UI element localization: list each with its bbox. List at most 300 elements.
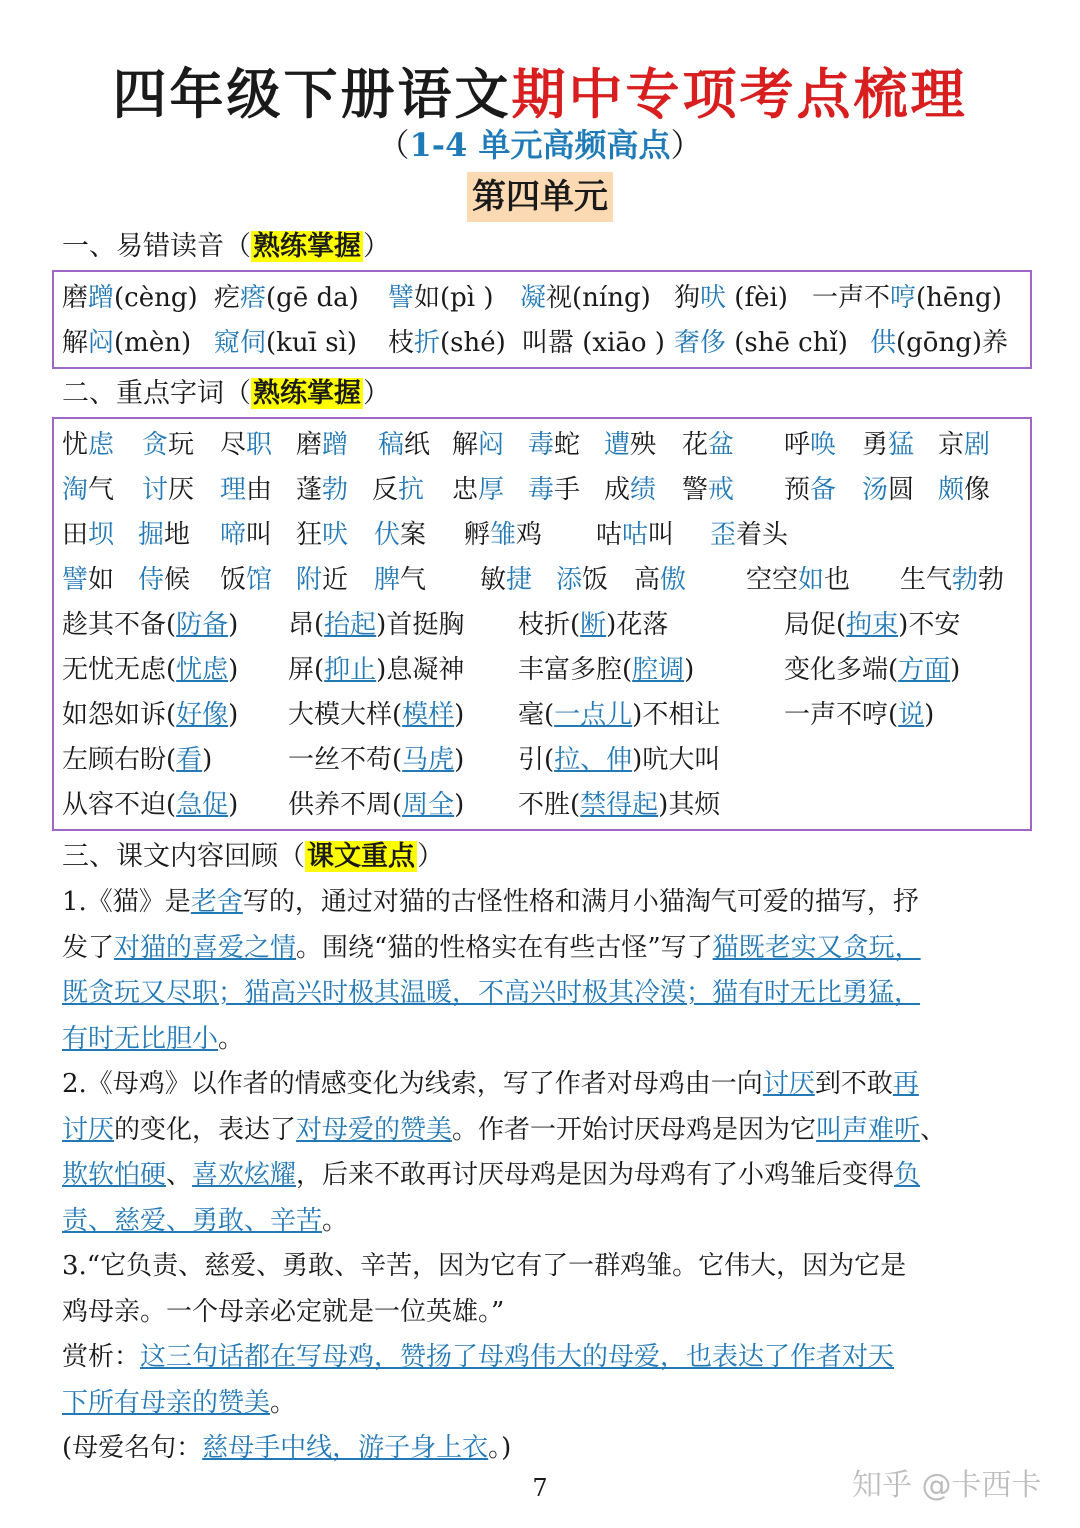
plain-char: 由 <box>246 475 273 505</box>
plain-char: 枝 <box>388 328 415 358</box>
word-item <box>220 558 272 603</box>
word-item <box>62 423 114 468</box>
highlight-char: 掘 <box>138 520 165 550</box>
key-answer: 对母爱的赞美 <box>296 1114 453 1145</box>
highlight-char: 猛 <box>888 430 915 460</box>
idiom-answer: 拘束 <box>846 610 899 640</box>
pronunciation-item <box>674 321 848 366</box>
review-line <box>62 971 920 1016</box>
idiom-item <box>62 648 238 693</box>
plain-char: 鸡 <box>516 520 543 550</box>
highlight-char: 折 <box>414 328 441 358</box>
idiom-text: 大模大样( <box>288 700 403 730</box>
highlight-char: 歪 <box>710 520 737 550</box>
review-text: ，后来不敢再讨厌母鸡是因为母鸡有了小鸡雏后变得 <box>296 1160 895 1190</box>
review-text: 鸡母亲。一个母亲必定就是一位英雄。” <box>62 1296 505 1327</box>
idiom-text: ) <box>684 655 695 685</box>
word-item <box>452 468 504 513</box>
review-line <box>62 1335 894 1380</box>
pinyin: (mèn) <box>114 328 192 358</box>
plain-char: 疙 <box>214 283 241 313</box>
highlight-char: 戒 <box>708 475 735 505</box>
plain-char: 忧 <box>62 430 89 460</box>
plain-char: 玩 <box>168 430 195 460</box>
pronunciation-item <box>214 276 359 321</box>
word-item <box>62 558 114 603</box>
plain-char: 狗 <box>674 283 701 313</box>
key-answer: 有时无比胆小 <box>62 1023 219 1054</box>
word-item <box>596 513 674 558</box>
plain-char: 勇 <box>862 430 889 460</box>
page-number: 7 <box>532 1474 548 1502</box>
plain-char: 地 <box>164 520 191 550</box>
idiom-answer: 拉、伸 <box>554 745 633 775</box>
page-title: 四年级下册语文期中专项考点梳理 <box>112 62 968 126</box>
word-item <box>220 513 272 558</box>
word-item <box>528 423 580 468</box>
plain-char: 厌 <box>168 475 195 505</box>
pronunciation-item <box>812 276 1002 321</box>
highlight-char: 吠 <box>322 520 349 550</box>
review-text: 、 <box>920 1114 947 1145</box>
plain-char: 田 <box>62 520 89 550</box>
plain-char: 圆 <box>888 475 915 505</box>
plain-char: 叫 <box>246 520 273 550</box>
highlight-char: 奢侈 <box>674 328 727 358</box>
idiom-answer: 抑止 <box>324 655 377 685</box>
plain-char: 像 <box>964 475 991 505</box>
highlight-char: 讨 <box>142 475 169 505</box>
plain-char: 解 <box>62 328 89 358</box>
key-answer: 讨厌 <box>62 1114 115 1145</box>
idiom-text: ) <box>228 700 239 730</box>
word-item <box>604 468 656 513</box>
pronunciation-box <box>52 270 1032 369</box>
word-item <box>62 513 114 558</box>
key-answer: 讨厌 <box>762 1069 815 1099</box>
review-line <box>62 1017 244 1062</box>
review-text: 。 <box>322 1205 349 1236</box>
highlight-char: 贪 <box>142 430 169 460</box>
idiom-answer: 抬起 <box>324 610 377 640</box>
idiom-answer: 一点儿 <box>554 700 633 730</box>
highlight-char: 捷 <box>506 565 533 595</box>
word-item <box>480 558 532 603</box>
section-1-heading: 一、易错读音（熟练掌握） <box>62 231 390 262</box>
plain-char: 狂 <box>296 520 323 550</box>
key-answer: 负 <box>894 1160 921 1190</box>
plain-char: 叫嚣 <box>522 328 583 358</box>
word-item <box>528 468 580 513</box>
highlight-char: 譬 <box>62 565 89 595</box>
highlight-char: 绩 <box>630 475 657 505</box>
review-text: 发了 <box>62 932 115 963</box>
pronunciation-item <box>674 276 788 321</box>
highlight-char: 备 <box>810 475 837 505</box>
highlight-char: 凝 <box>520 283 547 313</box>
plain-char: 殃 <box>630 430 657 460</box>
highlight-char: 毒 <box>528 430 555 460</box>
idiom-text: ) <box>950 655 961 685</box>
review-text: 。围绕“猫的性格实在有些古怪”写了 <box>296 932 713 963</box>
review-text: 、 <box>166 1160 193 1190</box>
pronunciation-item <box>870 321 1008 366</box>
highlight-char: 脾 <box>374 565 401 595</box>
word-item <box>634 558 686 603</box>
idiom-text: )息凝神 <box>376 655 465 685</box>
unit-label: 第四单元 <box>467 172 613 222</box>
plain-char: 一声不 <box>812 283 891 313</box>
key-answer: 叫声难听 <box>816 1114 921 1145</box>
pinyin: (cèng) <box>114 283 198 313</box>
idiom-text: 丰富多腔( <box>518 655 633 685</box>
idiom-text: )不相让 <box>632 700 721 730</box>
word-item <box>296 558 348 603</box>
highlight-char: 伏 <box>374 520 401 550</box>
idiom-item <box>62 783 238 828</box>
idiom-text: ) <box>454 700 465 730</box>
plain-char: 饭 <box>220 565 247 595</box>
highlight-char: 馆 <box>246 565 273 595</box>
idiom-answer: 马虎 <box>402 745 455 775</box>
idiom-answer: 腔调 <box>632 655 685 685</box>
highlight-char: 盆 <box>708 430 735 460</box>
pinyin: (xiāo ) <box>582 328 665 358</box>
plain-char: 近 <box>322 565 349 595</box>
review-text: 1.《猫》是 <box>62 887 191 917</box>
review-line <box>62 1199 348 1244</box>
key-answer: 猫既老实又贪玩， <box>712 932 921 963</box>
review-text: 赏析： <box>62 1342 141 1372</box>
word-item <box>142 468 194 513</box>
highlight-char: 毒 <box>528 475 555 505</box>
review-text: (母爱名句： <box>62 1433 203 1463</box>
idiom-item <box>288 603 464 648</box>
highlight-char: 供 <box>870 328 897 358</box>
idiom-text: ) <box>228 655 239 685</box>
plain-char: 气 <box>88 475 115 505</box>
pronunciation-item <box>62 276 198 321</box>
pronunciation-item <box>62 321 191 366</box>
key-answer: 下所有母亲的赞美 <box>62 1387 271 1418</box>
highlight-char: 坝 <box>88 520 115 550</box>
plain-char: 蓬 <box>296 475 323 505</box>
idiom-text: 一丝不苟( <box>288 745 403 775</box>
idiom-text: )首挺胸 <box>376 610 465 640</box>
idiom-text: 变化多端( <box>784 655 899 685</box>
highlight-char: 稿 <box>378 430 405 460</box>
plain-char: 纸 <box>404 430 431 460</box>
review-line <box>62 1153 920 1198</box>
highlight-char: 职 <box>246 430 273 460</box>
word-item <box>374 558 426 603</box>
highlight-char: 如 <box>798 565 825 595</box>
key-answer: 喜欢炫耀 <box>192 1160 297 1190</box>
idiom-answer: 模样 <box>402 700 455 730</box>
review-text: 。) <box>488 1433 512 1463</box>
word-item <box>374 513 426 558</box>
highlight-char: 闷 <box>478 430 505 460</box>
pronunciation-item <box>522 321 665 366</box>
review-text: 3.“它负责、慈爱、勇敢、辛苦，因为它有了一群鸡雏。它伟大，因为它是 <box>62 1251 907 1281</box>
word-item <box>138 513 190 558</box>
highlight-char: 蹭 <box>88 283 115 313</box>
key-answer: 对猫的喜爱之情 <box>114 932 297 963</box>
idiom-text: ) <box>924 700 935 730</box>
review-text: 的变化，表达了 <box>114 1114 297 1145</box>
pinyin: (shé) <box>440 328 506 358</box>
highlight-char: 唤 <box>810 430 837 460</box>
idiom-text: 从容不迫( <box>62 790 177 820</box>
plain-char: 反 <box>372 475 399 505</box>
pinyin: (fèi) <box>726 283 788 313</box>
word-item <box>296 468 348 513</box>
word-item <box>784 468 836 513</box>
word-item <box>862 423 914 468</box>
idiom-text: 无忧无虑( <box>62 655 177 685</box>
idiom-text: ) <box>454 745 465 775</box>
idiom-text: )吭大叫 <box>632 745 721 775</box>
pinyin: (shē chǐ) <box>726 328 848 358</box>
plain-char: 警 <box>682 475 709 505</box>
highlight-char: 雏 <box>490 520 517 550</box>
highlight-char: 闷 <box>88 328 115 358</box>
idiom-item <box>288 648 464 693</box>
idiom-text: 引( <box>518 745 555 775</box>
idiom-item <box>518 648 694 693</box>
highlight-char: 淘 <box>62 475 89 505</box>
idiom-item <box>288 738 464 783</box>
key-answer: 这三句话都在写母鸡，赞扬了母鸡伟大的母爱，也表达了作者对天 <box>140 1342 895 1372</box>
idiom-item <box>784 648 960 693</box>
plain-char: 尽 <box>220 430 247 460</box>
idiom-item <box>62 603 238 648</box>
review-line <box>62 1426 511 1471</box>
word-item <box>938 423 990 468</box>
word-item <box>604 423 656 468</box>
pinyin: (hēng) <box>916 283 1002 313</box>
plain-char: 咕 <box>596 520 623 550</box>
pinyin: (gōng)养 <box>896 328 1008 358</box>
plain-char: 叫 <box>648 520 675 550</box>
plain-char: 成 <box>604 475 631 505</box>
idiom-answer: 说 <box>898 700 925 730</box>
highlight-char: 虑 <box>88 430 115 460</box>
idiom-answer: 看 <box>176 745 203 775</box>
highlight-char: 理 <box>220 475 247 505</box>
plain-char: 手 <box>554 475 581 505</box>
review-text: 写的，通过对猫的古怪性格和满月小猫淘气可爱的描写，抒 <box>242 887 919 917</box>
word-item <box>220 423 272 468</box>
idiom-answer: 周全 <box>402 790 455 820</box>
review-text: 。 <box>218 1023 245 1054</box>
idiom-text: ) <box>228 610 239 640</box>
pronunciation-item <box>520 276 651 321</box>
watermark: 知乎 @卡西卡 <box>852 1468 1042 1503</box>
idiom-answer: 急促 <box>176 790 229 820</box>
idiom-text: ) <box>202 745 213 775</box>
idiom-text: ) <box>228 790 239 820</box>
pinyin: (gē da) <box>266 283 359 313</box>
word-item <box>220 468 272 513</box>
word-item <box>296 423 348 468</box>
plain-char: 磨 <box>296 430 323 460</box>
key-answer: 既贪玩又尽职；猫高兴时极其温暖，不高兴时极其冷漠；猫有时无比勇猛， <box>62 978 921 1008</box>
idiom-item <box>288 693 464 738</box>
highlight-char: 抗 <box>398 475 425 505</box>
idiom-item <box>518 738 720 783</box>
pronunciation-item <box>214 321 357 366</box>
word-item <box>296 513 348 558</box>
idiom-text: 枝折( <box>518 610 581 640</box>
highlight-char: 侍 <box>138 565 165 595</box>
word-item <box>138 558 190 603</box>
highlight-char: 遭 <box>604 430 631 460</box>
highlight-char: 吠 <box>700 283 727 313</box>
key-answer: 欺软怕硬 <box>62 1160 167 1190</box>
idiom-item <box>62 738 212 783</box>
word-item <box>746 558 850 603</box>
highlight-char: 蹭 <box>322 430 349 460</box>
review-text: 。 <box>270 1387 297 1418</box>
plain-char: 磨 <box>62 283 89 313</box>
plain-char: 预 <box>784 475 811 505</box>
idiom-text: )不安 <box>898 610 961 640</box>
idiom-text: 昂( <box>288 610 325 640</box>
highlight-char: 窥伺 <box>214 328 267 358</box>
idiom-item <box>784 693 934 738</box>
section-2-heading: 二、重点字词（熟练掌握） <box>62 378 390 409</box>
idiom-item <box>62 693 238 738</box>
highlight-char: 厚 <box>478 475 505 505</box>
plain-char: 候 <box>164 565 191 595</box>
key-answer: 慈母手中线，游子身上衣 <box>202 1433 489 1463</box>
highlight-char: 譬 <box>388 283 415 313</box>
plain-char: 解 <box>452 430 479 460</box>
pinyin: 如(pì ) <box>414 283 494 313</box>
pinyin: 视(níng) <box>546 283 651 313</box>
plain-char: 京 <box>938 430 965 460</box>
page-subtitle: （1-4 单元高频高点） <box>377 126 703 164</box>
review-line <box>62 1244 906 1289</box>
pinyin: (kuī sì) <box>266 328 358 358</box>
idiom-item <box>518 693 720 738</box>
review-text: 到不敢 <box>814 1069 893 1099</box>
idiom-text: 屏( <box>288 655 325 685</box>
highlight-char: 附 <box>296 565 323 595</box>
highlight-char: 颇 <box>938 475 965 505</box>
idiom-answer: 防备 <box>176 610 229 640</box>
review-line <box>62 1108 946 1153</box>
word-item <box>682 423 734 468</box>
plain-char: 案 <box>400 520 427 550</box>
key-answer: 再 <box>892 1069 919 1099</box>
plain-char: 花 <box>682 430 709 460</box>
idiom-text: 如怨如诉( <box>62 700 177 730</box>
review-line <box>62 1381 296 1426</box>
plain-char: 气 <box>400 565 427 595</box>
key-words-box <box>52 417 1032 831</box>
plain-char: 也 <box>824 565 851 595</box>
highlight-char: 咕 <box>622 520 649 550</box>
word-item <box>452 423 504 468</box>
idiom-text: ) <box>454 790 465 820</box>
idiom-answer: 方面 <box>898 655 951 685</box>
highlight-char: 添 <box>556 565 583 595</box>
idiom-text: )其烦 <box>658 790 721 820</box>
section-3-heading: 三、课文内容回顾（课文重点） <box>62 841 444 872</box>
word-item <box>900 558 1004 603</box>
plain-char: 孵 <box>464 520 491 550</box>
idiom-text: )花落 <box>606 610 669 640</box>
plain-char: 勃 <box>978 565 1005 595</box>
word-item <box>938 468 990 513</box>
plain-char: 忠 <box>452 475 479 505</box>
idiom-answer: 好像 <box>176 700 229 730</box>
plain-char: 蛇 <box>554 430 581 460</box>
key-answer: 老舍 <box>190 887 243 917</box>
plain-char: 高 <box>634 565 661 595</box>
word-item <box>142 423 194 468</box>
plain-char: 敏 <box>480 565 507 595</box>
review-line <box>62 1290 504 1335</box>
highlight-char: 哼 <box>890 283 917 313</box>
pronunciation-item <box>388 321 506 366</box>
idiom-item <box>518 783 720 828</box>
idiom-item <box>784 603 960 648</box>
idiom-answer: 忧虑 <box>176 655 229 685</box>
idiom-text: 毫( <box>518 700 555 730</box>
highlight-char: 傲 <box>660 565 687 595</box>
idiom-answer: 断 <box>580 610 607 640</box>
plain-char: 生气 <box>900 565 953 595</box>
review-line <box>62 880 919 925</box>
pronunciation-item <box>388 276 494 321</box>
review-line <box>62 1062 919 1107</box>
idiom-item <box>288 783 464 828</box>
review-text: 。作者一开始讨厌母鸡是因为它 <box>452 1114 817 1145</box>
review-text: 2.《母鸡》以作者的情感变化为线索，写了作者对母鸡由一向 <box>62 1069 763 1099</box>
word-item <box>710 513 788 558</box>
word-item <box>62 468 114 513</box>
word-item <box>784 423 836 468</box>
idiom-answer: 禁得起 <box>580 790 659 820</box>
word-item <box>372 468 424 513</box>
highlight-char: 剧 <box>964 430 991 460</box>
idiom-text: 趁其不备( <box>62 610 177 640</box>
highlight-char: 啼 <box>220 520 247 550</box>
highlight-char: 瘩 <box>240 283 267 313</box>
idiom-text: 不胜( <box>518 790 581 820</box>
idiom-text: 左顾右盼( <box>62 745 177 775</box>
idiom-text: 局促( <box>784 610 847 640</box>
plain-char: 空空 <box>746 565 799 595</box>
word-item <box>556 558 608 603</box>
plain-char: 饭 <box>582 565 609 595</box>
plain-char: 着头 <box>736 520 789 550</box>
plain-char: 如 <box>88 565 115 595</box>
review-line <box>62 926 921 971</box>
highlight-char: 勃 <box>322 475 349 505</box>
word-item <box>862 468 914 513</box>
idiom-text: 供养不周( <box>288 790 403 820</box>
word-item <box>682 468 734 513</box>
plain-char: 呼 <box>784 430 811 460</box>
word-item <box>464 513 542 558</box>
word-item <box>378 423 430 468</box>
key-answer: 责、慈爱、勇敢、辛苦 <box>62 1205 323 1236</box>
idiom-text: 一声不哼( <box>784 700 899 730</box>
